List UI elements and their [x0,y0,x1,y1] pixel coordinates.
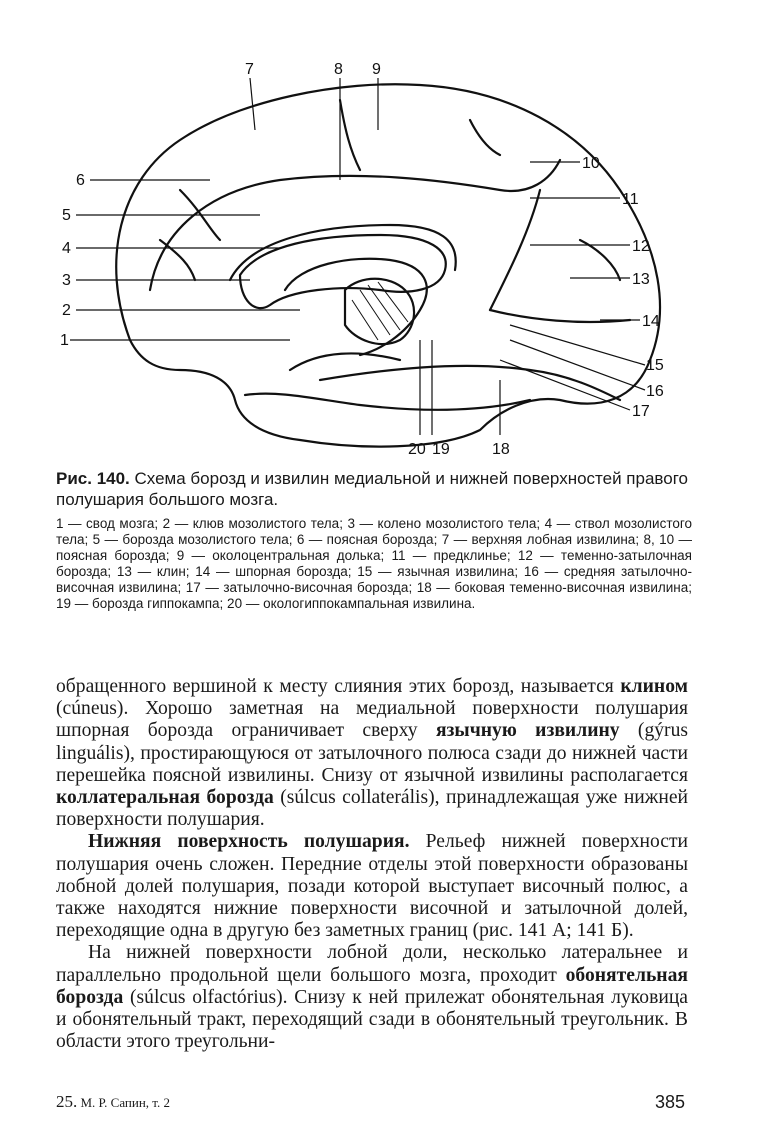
p1-text-e: (gýrus linguális), простирающуюся от затылочного полюса сзади до нижней части перешейка поясной извилины. Снизу от язычной извилины располагается [56,720,688,786]
caption-legend: 1 — свод мозга; 2 — клюв мозолистого тела; 3 — колено мозолистого тела; 4 — ствол мозолистого тела; 5 — борозда мозолистого тела; 6 — поясная борозда; 7 — верхняя лобная извилина; 8, 10 — поясная борозда; 9 — околоцентральная долька; 11 — предклинье; 12 — теменно-затылочная борозда; 13 — клин; 14 — шпорная борозда; 15 — язычная извилина; 16 — средняя затылочно-височная извилина; 17 — затылочно-височная борозда; 18 — боковая теменно-височная извилина; 19 — борозда гиппокампа; 20 — окологиппокампальная извилина. [56,516,692,611]
figure-number: Рис. 140. [56,469,130,488]
paragraph-2 [56,831,688,942]
label-10: 10 [582,155,600,172]
paragraph-1 [56,676,688,831]
callosal-sulcus [230,225,456,280]
p1-text-g: (súlcus collaterális), принадлежащая уже нижней поверхности полушария. [56,787,688,831]
body-text [56,676,688,1053]
occipitotemporal-sulcus [320,366,620,400]
hemisphere-outline [116,84,660,446]
signature-text: М. Р. Сапин, т. 2 [77,1095,171,1110]
label-17: 17 [632,403,650,420]
label-20: 20 [408,441,426,458]
page-number: 385 [654,1092,685,1112]
label-11: 11 [622,191,639,208]
parieto-occipital-sulcus [490,190,540,310]
label-12: 12 [632,238,650,255]
caption-title-text: Схема борозд и извилин медиальной и нижней поверхностей правого полушария большого мозга. [56,469,688,509]
label-6: 6 [76,172,85,189]
term-lingual-gyrus: язычную извилину [435,720,620,742]
label-4: 4 [62,240,71,257]
signature-mark [56,1092,170,1112]
brain-diagram [60,40,700,480]
label-16: 16 [646,383,664,400]
p3-text-a: На нижней поверхности лобной доли, несколько латеральнее и параллельно продольной щели большого мозга, проходит [56,942,688,986]
p2-text-b: Рельеф нижней поверхности полушария очень сложен. Передние отделы этой поверхности образованы лобной долей полушария, позади которой выступает височный полюс, а также находятся нижние поверхности височной и затылочной долей, переходящие одна в другую без заметных границ (рис. 141 А; 141 Б). [56,831,689,942]
label-18: 18 [492,441,510,458]
term-collateral-sulcus: коллатеральная борозда [56,787,274,809]
heading-inferior-surface: Нижняя поверхность полушария. [88,831,410,853]
p1-text-c: (cúneus). Хорошо заметная на медиальной поверхности полушария шпорная борозда ограничивает сверху [56,698,688,742]
label-8: 8 [334,61,343,78]
cingulate-sulcus [150,160,560,290]
p1-text-a: обращенного вершиной к месту слияния этих борозд, называется [56,676,621,697]
hippocampal-sulcus [290,353,400,370]
label-3: 3 [62,272,71,289]
label-13: 13 [632,271,650,288]
temporal-fold [245,394,530,410]
term-cuneus: клином [620,676,688,697]
signature-number: 25. [56,1092,78,1111]
figure-caption [56,468,692,612]
brain-figure [60,40,700,480]
label-19: 19 [432,441,450,458]
label-9: 9 [372,61,381,78]
label-5: 5 [62,207,71,224]
label-7: 7 [245,61,254,78]
term-olfactory-sulcus: обонятельная борозда [56,964,688,1008]
paragraph-3 [56,942,688,1053]
label-15: 15 [646,357,664,374]
p3-text-c: (súlcus olfactórius). Снизу к ней прилежат обонятельная луковица и обонятельный тракт, переходящий сзади в обонятельный треугольник. В области этого треугольни- [56,986,688,1053]
label-1: 1 [60,332,69,349]
caption-title [56,468,692,510]
label-2: 2 [62,302,71,319]
label-14: 14 [642,313,660,330]
